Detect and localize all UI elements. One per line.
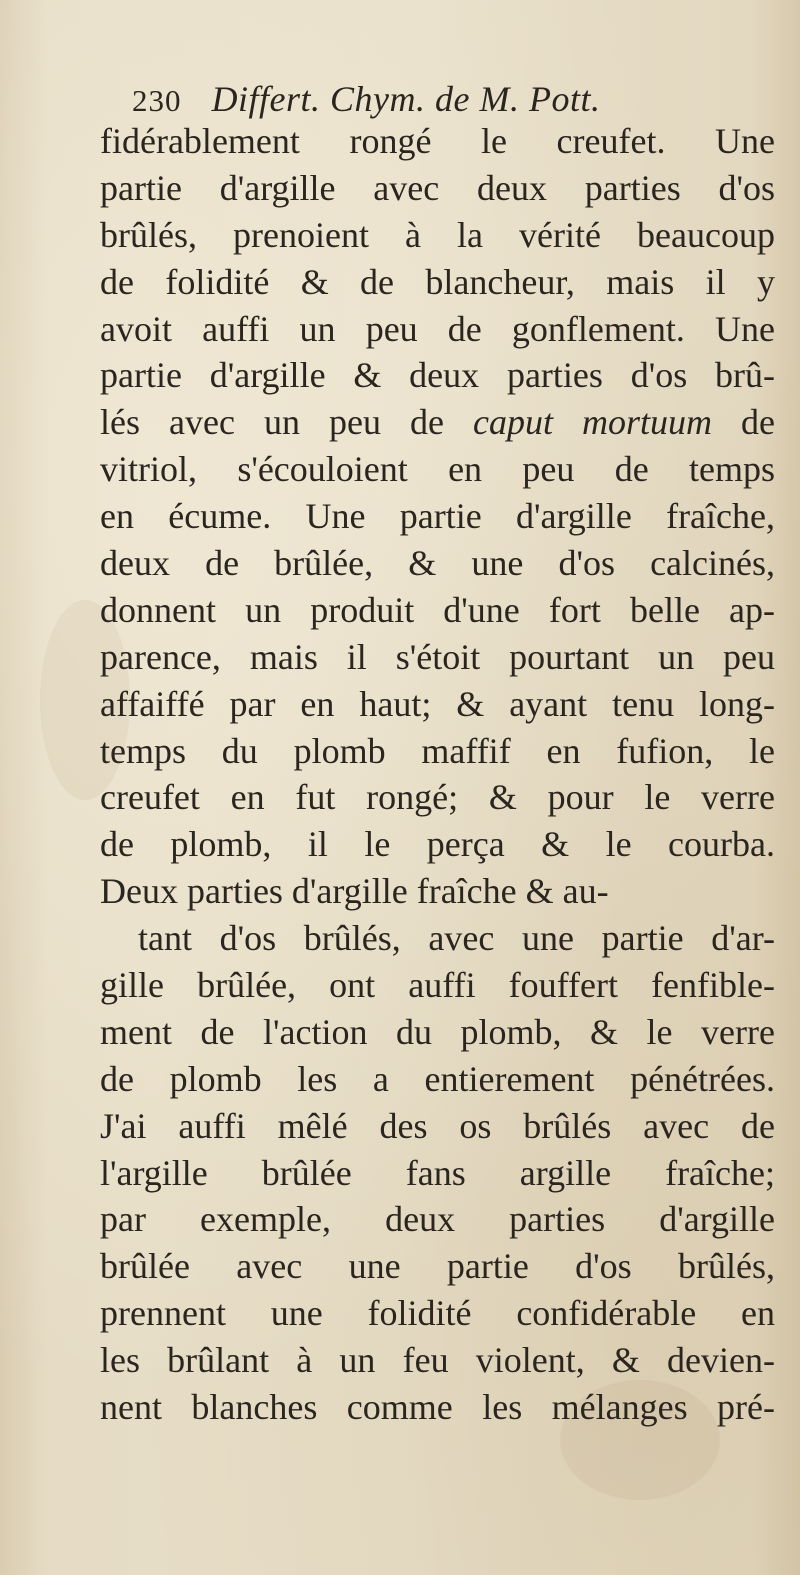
text-line: fidérablement rongé le creufet. Une (100, 121, 775, 161)
text-line: temps du plomb maffif en fufion, le (100, 730, 775, 771)
text-line: l'argille brûlée fans argille fraîche; (100, 1152, 775, 1193)
text-line: de plomb les a entierement pénétrées. (100, 1058, 775, 1099)
text-line: brûlée avec une partie d'os brûlés, (100, 1246, 775, 1287)
latin-phrase: caput mortuum (472, 402, 712, 443)
text-line (100, 399, 775, 446)
text-line: en écume. Une partie d'argille fraîche, (100, 496, 775, 537)
text-line: de folidité & de blancheur, mais il y (100, 261, 775, 302)
text-line: de plomb, il le perça & le courba. (100, 824, 775, 865)
text-line: par exemple, deux parties d'argille (100, 1199, 775, 1240)
text-line: brûlés, prenoient à la vérité beaucoup (100, 214, 775, 255)
text-line: affaiffé par en haut; & ayant tenu long- (100, 683, 775, 724)
text-line: ment de l'action du plomb, & le verre (100, 1011, 775, 1052)
text-line: Deux parties d'argille fraîche & au- (100, 871, 609, 912)
text-line: les brûlant à un feu violent, & devien- (100, 1340, 775, 1381)
text-line: vitriol, s'écouloient en peu de temps (100, 449, 775, 490)
text-line: partie d'argille avec deux parties d'os (100, 167, 775, 208)
text-line: prennent une folidité confidérable en (100, 1293, 775, 1334)
text-line: parence, mais il s'étoit pourtant un peu (100, 636, 775, 677)
text-line (100, 1478, 775, 1525)
text-line-part: de (712, 402, 775, 443)
text-line: gille brûlée, ont auffi fouffert fenfible- (100, 965, 775, 1006)
text-line (100, 1431, 775, 1478)
text-line: avoit auffi un peu de gonflement. Une (100, 308, 775, 349)
running-title: Differt. Chym. de M. Pott. (211, 79, 601, 119)
running-header (132, 74, 692, 124)
text-line-part: lés avec un peu de (100, 402, 473, 443)
text-line: deux de brûlée, & une d'os calcinés, (100, 543, 775, 584)
text-line: creufet en fut rongé; & pour le verre (100, 777, 775, 818)
text-line: tant d'os brûlés, avec une partie d'ar- (138, 918, 775, 959)
text-line: donnent un produit d'une fort belle ap- (100, 589, 775, 630)
body-text (100, 118, 775, 1525)
page-number: 230 (132, 83, 182, 118)
text-line: J'ai auffi mêlé des os brûlés avec de (100, 1105, 775, 1146)
text-line: partie d'argille & deux parties d'os brû- (100, 355, 775, 396)
text-line: nent blanches comme les mélanges pré- (100, 1387, 775, 1428)
